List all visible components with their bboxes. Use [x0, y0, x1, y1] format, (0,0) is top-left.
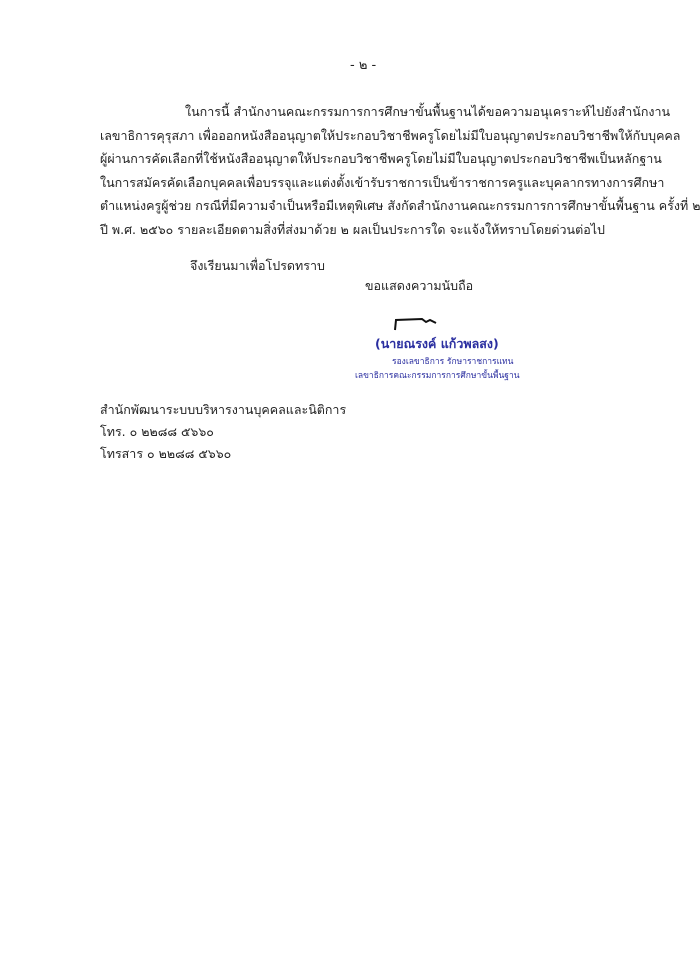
- body-line: เลขาธิการคุรุสภา เพื่อออกหนังสืออนุญาตให้ประกอบวิชาชีพครูโดยไม่มีใบอนุญาตประกอบวิชาชีพให้กับบุคคล: [100, 127, 681, 143]
- closing-text: จึงเรียนมาเพื่อโปรดทราบ: [190, 258, 325, 273]
- page-number: - ๒ -: [350, 58, 377, 73]
- signatory-title-1: รองเลขาธิการ รักษาราชการแทน: [392, 357, 514, 367]
- signature-image: [392, 314, 442, 334]
- phone-number: โทร. ๐ ๒๒๘๘ ๕๖๖๐: [100, 424, 214, 439]
- body-line: ในการสมัครคัดเลือกบุคคลเพื่อบรรจุและแต่งตั้งเข้ารับราชการเป็นข้าราชการครูและบุคลากรทางการศึกษา: [100, 174, 665, 190]
- body-line: ในการนี้ สำนักงานคณะกรรมการการศึกษาขั้นพื้นฐานได้ขอความอนุเคราะห์ไปยังสำนักงาน: [185, 104, 671, 119]
- fax-number: โทรสาร ๐ ๒๒๘๘ ๕๖๖๐: [100, 446, 232, 461]
- body-line: ผู้ผ่านการคัดเลือกที่ใช้หนังสืออนุญาตให้ประกอบวิชาชีพครูโดยไม่มีใบอนุญาตประกอบวิชาชีพเป็นหลักฐาน: [100, 151, 662, 167]
- signatory-title-2: เลขาธิการคณะกรรมการการศึกษาขั้นพื้นฐาน: [355, 371, 520, 381]
- signatory-name: (นายณรงค์ แก้วพลสง): [375, 336, 499, 351]
- body-line: ปี พ.ศ. ๒๕๖๐ รายละเอียดตามสิ่งที่ส่งมาด้วย ๒ ผลเป็นประการใด จะแจ้งให้ทราบโดยด่วนต่อไป: [100, 221, 605, 237]
- body-paragraph: [100, 100, 700, 242]
- body-line: ตำแหน่งครูผู้ช่วย กรณีที่มีความจำเป็นหรือมีเหตุพิเศษ สังกัดสำนักงานคณะกรรมการการศึกษาขั้นพื้นฐาน ครั้งที่ ๒: [100, 198, 700, 214]
- office-name: สำนักพัฒนาระบบบริหารงานบุคคลและนิติการ: [100, 402, 347, 417]
- regards-text: ขอแสดงความนับถือ: [365, 278, 474, 293]
